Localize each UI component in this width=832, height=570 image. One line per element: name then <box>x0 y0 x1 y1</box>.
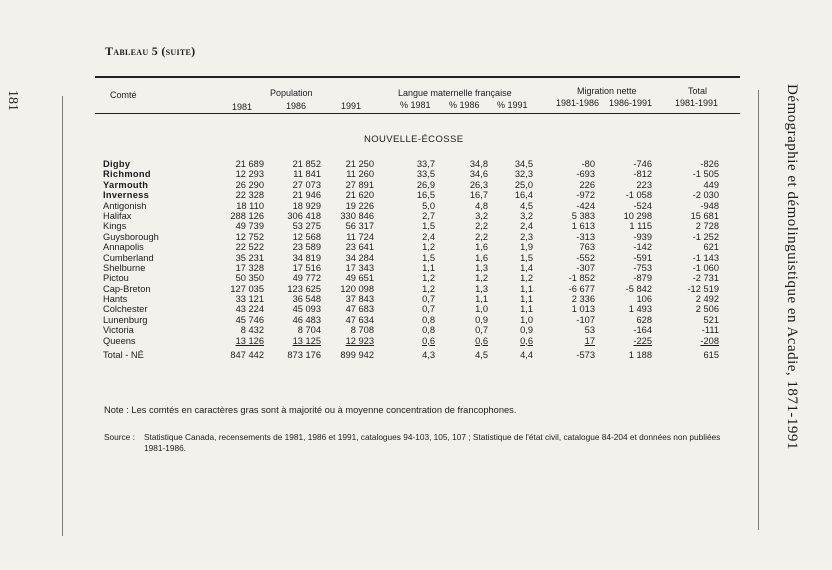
cell-p91: 899 942 <box>340 350 374 361</box>
cell-p81: 8 432 <box>240 325 264 336</box>
cell-l81: 26,9 <box>416 179 435 190</box>
cell-m2: -746 <box>633 159 652 169</box>
cell-l86: 1,6 <box>475 242 488 253</box>
note-label: Note : <box>104 405 129 415</box>
table-row <box>103 263 723 273</box>
table-title: Tableau 5 (suite) <box>105 44 196 58</box>
cell-p86: 123 625 <box>287 283 321 294</box>
table-row <box>103 294 723 304</box>
cell-m2: -524 <box>633 200 652 211</box>
cell-l81: 2,7 <box>422 210 435 221</box>
cell-m1: -80 <box>581 159 595 169</box>
cell-l86: 1,6 <box>475 252 488 263</box>
cell-l81: 4,3 <box>422 350 435 361</box>
header-langue: Langue maternelle française <box>398 88 512 98</box>
cell-p86: 13 125 <box>292 335 321 346</box>
cell-p86: 36 548 <box>292 294 321 305</box>
cell-p91: 11 724 <box>346 231 374 242</box>
cell-l91: 4,4 <box>520 350 533 361</box>
cell-l86: 1,0 <box>475 304 488 315</box>
county-name: Yarmouth <box>103 179 149 190</box>
table-row <box>103 325 723 335</box>
cell-l91: 1,1 <box>520 283 533 294</box>
cell-p86: 11 841 <box>293 169 321 180</box>
cell-p81: 22 522 <box>235 242 264 253</box>
header-pct-1981: % 1981 <box>400 100 431 110</box>
section-title: NOUVELLE-ÉCOSSE <box>364 134 464 145</box>
cell-m1: -573 <box>576 350 595 361</box>
cell-p81: 26 290 <box>235 179 264 190</box>
cell-l86: 0,9 <box>475 314 488 325</box>
cell-p86: 49 772 <box>292 273 321 284</box>
header-1991: 1991 <box>341 101 362 111</box>
header-total: Total <box>688 86 708 96</box>
header-migration-1986-1991: 1986-1991 <box>609 98 653 108</box>
cell-p86: 21 852 <box>292 159 321 169</box>
cell-l81: 1,5 <box>422 252 435 263</box>
cell-tot: -2 731 <box>692 273 719 284</box>
cell-l81: 0,7 <box>422 304 435 315</box>
cell-tot: 2 492 <box>695 294 719 305</box>
table-row <box>103 253 723 263</box>
cell-p91: 8 708 <box>350 325 374 336</box>
cell-p81: 847 442 <box>230 350 264 361</box>
cell-p81: 45 746 <box>235 314 264 325</box>
county-name: Pictou <box>103 273 129 284</box>
cell-m1: -552 <box>576 252 595 263</box>
cell-tot: -12 519 <box>687 283 719 294</box>
cell-m2: 628 <box>636 314 652 325</box>
cell-l91: 32,3 <box>514 169 533 180</box>
cell-l86: 2,2 <box>475 221 488 232</box>
cell-l81: 0,7 <box>422 294 435 305</box>
cell-p91: 11 260 <box>346 169 374 180</box>
cell-m2: -939 <box>633 231 652 242</box>
cell-m1: 1 613 <box>571 221 595 232</box>
cell-m1: -307 <box>576 262 595 273</box>
cell-l81: 1,5 <box>422 221 435 232</box>
cell-p81: 13 126 <box>235 335 264 346</box>
cell-m2: 223 <box>636 179 652 190</box>
header-comte: Comté <box>110 90 137 100</box>
cell-m2: -5 842 <box>625 283 652 294</box>
cell-m2: -879 <box>633 273 652 284</box>
cell-l81: 1,1 <box>422 262 435 273</box>
table-source <box>104 432 744 453</box>
cell-tot: -208 <box>700 335 719 346</box>
cell-p81: 49 739 <box>235 221 264 232</box>
cell-p91: 49 651 <box>345 273 374 284</box>
cell-l86: 2,2 <box>475 231 488 242</box>
cell-l81: 16,5 <box>416 190 435 201</box>
header-migration-1981-1986: 1981-1986 <box>556 98 600 108</box>
cell-tot: -1 505 <box>692 169 719 180</box>
cell-tot: -948 <box>700 200 719 211</box>
cell-p86: 53 275 <box>292 221 321 232</box>
cell-l91: 25,0 <box>514 179 533 190</box>
table-top-rule <box>95 76 740 78</box>
cell-m1: -1 852 <box>568 273 595 284</box>
cell-l81: 0,8 <box>422 325 435 336</box>
cell-tot: -1 252 <box>692 231 719 242</box>
cell-p91: 19 226 <box>345 200 374 211</box>
cell-m2: 106 <box>636 294 652 305</box>
cell-l86: 1,2 <box>475 273 488 284</box>
county-name: Digby <box>103 159 131 169</box>
cell-tot: 449 <box>703 179 719 190</box>
cell-m2: 10 298 <box>623 210 652 221</box>
cell-l86: 1,1 <box>475 294 488 305</box>
cell-l91: 34,5 <box>514 159 533 169</box>
county-name: Richmond <box>103 169 151 180</box>
table-row <box>103 190 723 200</box>
cell-tot: -826 <box>700 159 719 169</box>
cell-m1: 2 336 <box>571 294 595 305</box>
cell-p91: 23 641 <box>345 242 374 253</box>
cell-tot: 615 <box>703 350 719 361</box>
cell-m1: -6 677 <box>568 283 595 294</box>
county-name: Halifax <box>103 210 132 221</box>
page-number: 181 <box>5 90 20 111</box>
cell-l81: 33,5 <box>416 169 435 180</box>
cell-p91: 120 098 <box>340 283 374 294</box>
cell-p86: 34 819 <box>292 252 321 263</box>
cell-m1: -424 <box>576 200 595 211</box>
cell-m1: 17 <box>584 335 595 346</box>
cell-l81: 1,2 <box>422 273 435 284</box>
cell-l91: 1,1 <box>520 304 533 315</box>
running-head: Démographie et démolinguistique en Acadie, 1871-1991 <box>784 84 800 450</box>
cell-m1: -107 <box>576 314 595 325</box>
cell-l86: 0,6 <box>475 335 488 346</box>
cell-l91: 1,4 <box>520 262 533 273</box>
cell-tot: 2 728 <box>695 221 719 232</box>
cell-p81: 18 110 <box>236 200 264 211</box>
table-row <box>103 211 723 221</box>
cell-m1: -693 <box>576 169 595 180</box>
cell-p91: 56 317 <box>345 221 374 232</box>
cell-p91: 47 634 <box>345 314 374 325</box>
header-1986: 1986 <box>286 101 307 111</box>
cell-l91: 0,6 <box>520 335 533 346</box>
cell-m2: 1 115 <box>629 221 652 232</box>
cell-tot: -1 143 <box>692 252 719 263</box>
cell-l81: 1,2 <box>422 242 435 253</box>
cell-p91: 330 846 <box>340 210 374 221</box>
cell-l81: 33,7 <box>416 159 435 169</box>
cell-p86: 8 704 <box>297 325 321 336</box>
table-row <box>103 159 723 169</box>
table-row <box>103 304 723 314</box>
cell-p86: 17 516 <box>292 262 321 273</box>
cell-p81: 127 035 <box>230 283 264 294</box>
cell-l91: 16,4 <box>514 190 533 201</box>
cell-m2: 1 493 <box>628 304 652 315</box>
cell-m2: -812 <box>633 169 652 180</box>
cell-p91: 47 683 <box>345 304 374 315</box>
table-row <box>103 180 723 190</box>
cell-p86: 23 589 <box>292 242 321 253</box>
cell-p81: 17 328 <box>235 262 264 273</box>
cell-l91: 1,0 <box>520 314 533 325</box>
cell-p86: 873 176 <box>287 350 321 361</box>
cell-p86: 21 946 <box>292 190 321 201</box>
county-name: Victoria <box>103 325 134 336</box>
cell-l86: 1,3 <box>475 262 488 273</box>
county-name: Annapolis <box>103 242 144 253</box>
header-pct-1986: % 1986 <box>449 100 480 110</box>
cell-l81: 2,4 <box>422 231 435 242</box>
cell-p81: 21 689 <box>235 159 264 169</box>
cell-l81: 5,0 <box>422 200 435 211</box>
cell-l91: 2,3 <box>520 231 533 242</box>
cell-tot: 521 <box>703 314 719 325</box>
cell-m1: 226 <box>579 179 595 190</box>
cell-l91: 1,2 <box>520 273 533 284</box>
cell-m2: -1 058 <box>625 190 652 201</box>
cell-l86: 3,2 <box>475 210 488 221</box>
table-row <box>103 284 723 294</box>
cell-l86: 26,3 <box>469 179 488 190</box>
cell-p81: 35 231 <box>235 252 264 263</box>
table-row <box>103 336 723 346</box>
cell-tot: 621 <box>703 242 719 253</box>
county-name: Queens <box>103 335 136 346</box>
cell-m1: -313 <box>576 231 595 242</box>
cell-p91: 37 843 <box>345 294 374 305</box>
cell-m2: -142 <box>633 242 652 253</box>
cell-p91: 21 620 <box>345 190 374 201</box>
right-margin-rule <box>758 90 759 530</box>
cell-l91: 0,9 <box>520 325 533 336</box>
table-row <box>103 273 723 283</box>
table-row <box>103 221 723 231</box>
cell-tot: -2 030 <box>692 190 719 201</box>
cell-m2: 1 188 <box>628 350 652 361</box>
cell-l91: 1,5 <box>520 252 533 263</box>
header-bottom-rule <box>95 113 740 114</box>
cell-l81: 0,8 <box>422 314 435 325</box>
county-name: Kings <box>103 221 127 232</box>
header-migration: Migration nette <box>577 86 637 96</box>
source-text: Statistique Canada, recensements de 1981, 1986 et 1991, catalogues 94-103, 105, 107 ; Statistique de l'état civil, catalogue 84-204 et données non publiées 1981-1986. <box>144 432 721 453</box>
cell-tot: -111 <box>701 325 719 336</box>
cell-l86: 0,7 <box>475 325 488 336</box>
cell-l86: 1,3 <box>475 283 488 294</box>
cell-tot: 15 681 <box>690 210 719 221</box>
cell-p86: 306 418 <box>287 210 321 221</box>
cell-m1: 763 <box>579 242 595 253</box>
cell-p91: 17 343 <box>345 262 374 273</box>
table-row <box>103 201 723 211</box>
county-name: Hants <box>103 294 128 305</box>
left-margin-rule <box>62 96 63 536</box>
cell-m1: 1 013 <box>571 304 595 315</box>
cell-m2: -225 <box>633 335 652 346</box>
source-label: Source : <box>104 432 135 442</box>
table-body <box>103 159 723 360</box>
county-name: Total - NÉ <box>103 350 144 361</box>
county-name: Antigonish <box>103 200 147 211</box>
cell-m2: -753 <box>633 262 652 273</box>
county-name: Lunenburg <box>103 314 148 325</box>
note-text: Les comtés en caractères gras sont à majorité ou à moyenne concentration de francophones. <box>131 405 517 415</box>
cell-l86: 34,8 <box>469 159 488 169</box>
header-pct-1991: % 1991 <box>497 100 528 110</box>
county-name: Cap-Breton <box>103 283 151 294</box>
cell-p86: 12 568 <box>292 231 321 242</box>
total-row <box>103 350 723 360</box>
cell-l91: 1,9 <box>520 242 533 253</box>
cell-p81: 33 121 <box>235 294 264 305</box>
cell-l86: 4,5 <box>475 350 488 361</box>
cell-p86: 27 073 <box>292 179 321 190</box>
cell-tot: 2 506 <box>695 304 719 315</box>
cell-m1: -972 <box>576 190 595 201</box>
cell-l91: 3,2 <box>520 210 533 221</box>
county-name: Inverness <box>103 190 150 201</box>
cell-l86: 34,6 <box>469 169 488 180</box>
county-name: Cumberland <box>103 252 154 263</box>
county-name: Guysborough <box>103 231 159 242</box>
cell-p86: 45 093 <box>292 304 321 315</box>
header-population: Population <box>270 88 313 98</box>
county-name: Colchester <box>103 304 148 315</box>
cell-p91: 12 923 <box>345 335 374 346</box>
county-name: Shelburne <box>103 262 146 273</box>
cell-p81: 288 126 <box>230 210 264 221</box>
header-total-1981-1991: 1981-1991 <box>675 98 719 108</box>
cell-l91: 2,4 <box>520 221 533 232</box>
cell-l81: 1,2 <box>422 283 435 294</box>
cell-p81: 12 752 <box>235 231 264 242</box>
header-1981: 1981 <box>232 102 253 112</box>
cell-p81: 12 293 <box>235 169 264 180</box>
cell-l91: 4,5 <box>520 200 533 211</box>
cell-p86: 18 929 <box>292 200 321 211</box>
cell-l81: 0,6 <box>422 335 435 346</box>
cell-p81: 43 224 <box>235 304 264 315</box>
cell-l86: 16,7 <box>469 190 488 201</box>
cell-p91: 27 891 <box>345 179 374 190</box>
cell-l91: 1,1 <box>520 294 533 305</box>
table-row <box>103 242 723 252</box>
cell-l86: 4,8 <box>475 200 488 211</box>
table-row <box>103 169 723 179</box>
cell-p81: 22 328 <box>235 190 264 201</box>
cell-p91: 21 250 <box>345 159 374 169</box>
cell-m2: -164 <box>633 325 652 336</box>
cell-m1: 5 383 <box>571 210 595 221</box>
table-row <box>103 315 723 325</box>
table-row <box>103 232 723 242</box>
cell-p86: 46 483 <box>292 314 321 325</box>
cell-p81: 50 350 <box>235 273 264 284</box>
table-note <box>104 405 516 415</box>
cell-m2: -591 <box>633 252 652 263</box>
cell-m1: 53 <box>584 325 595 336</box>
cell-p91: 34 284 <box>345 252 374 263</box>
cell-tot: -1 060 <box>692 262 719 273</box>
